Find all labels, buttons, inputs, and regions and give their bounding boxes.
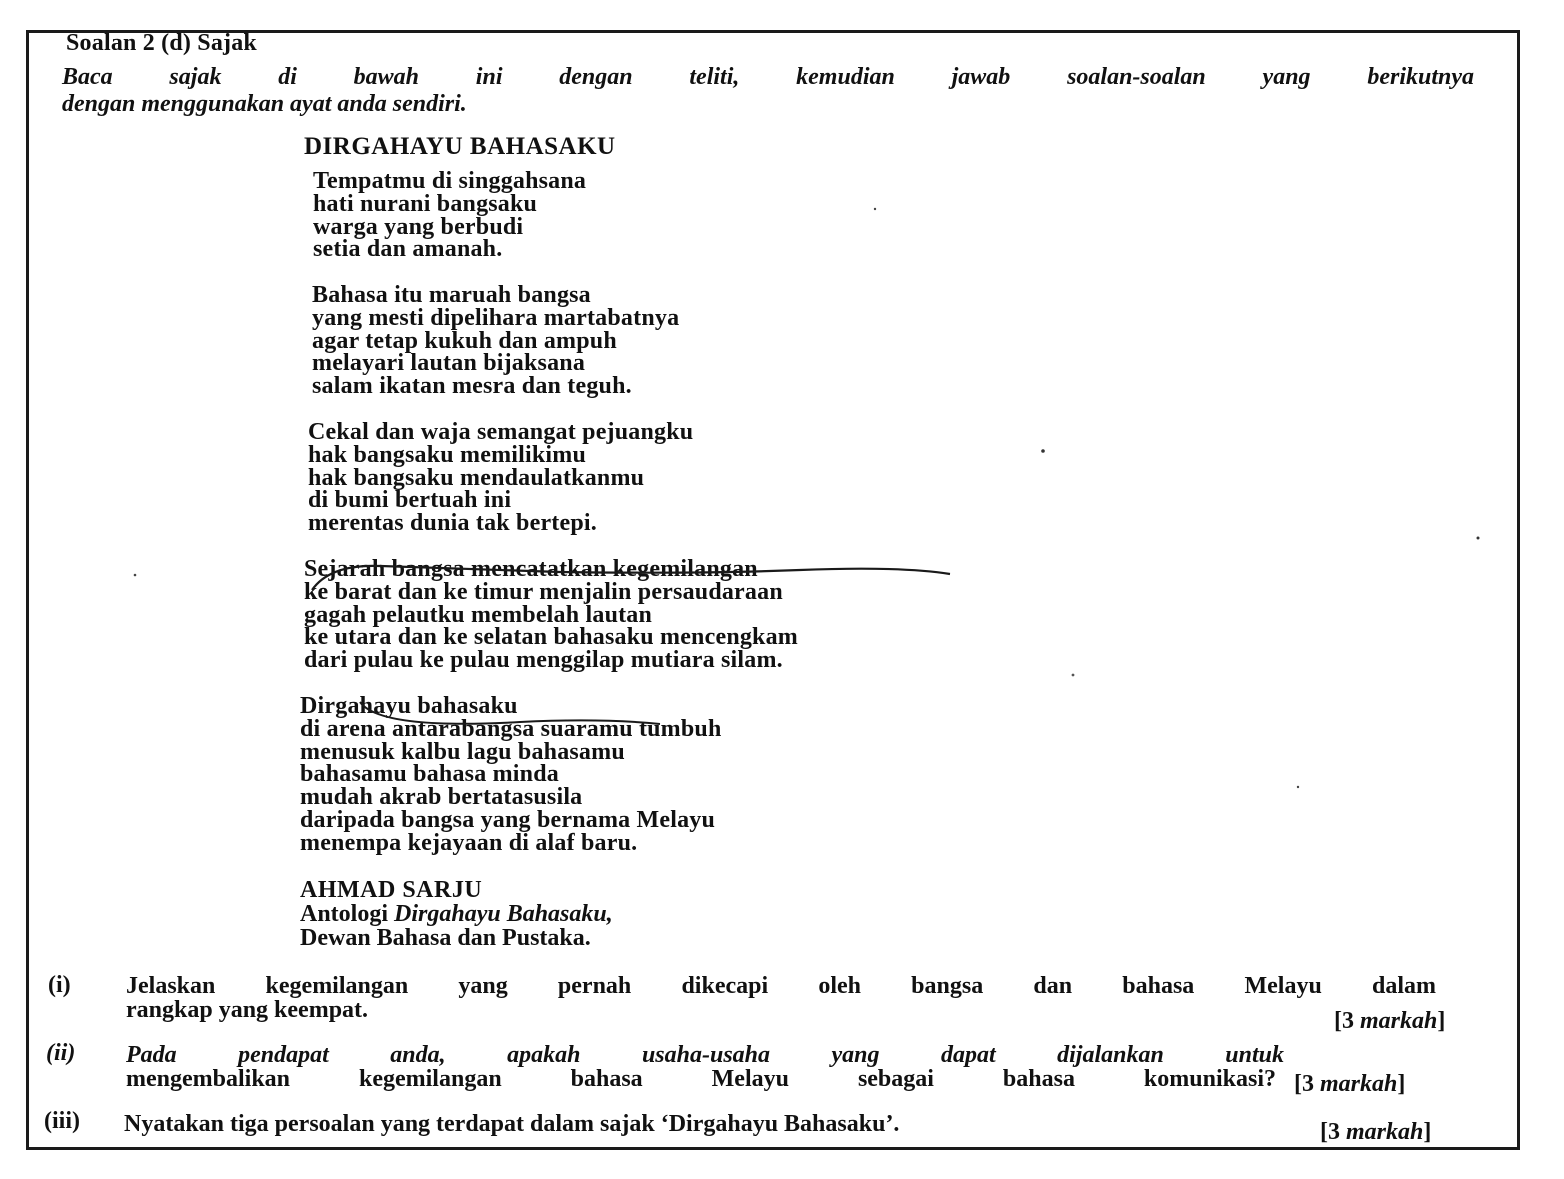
question-1-line-1: Jelaskan kegemilangan yang pernah dikecapi oleh bangsa dan bahasa Melayu dalam bbox=[126, 973, 1436, 999]
question-3-text bbox=[124, 1112, 899, 1136]
marks-open: [3 bbox=[1334, 1008, 1360, 1034]
poem-line: setia dan amanah. bbox=[313, 236, 503, 263]
poem-attribution bbox=[300, 878, 613, 950]
poem-line: yang mesti dipelihara martabatnya bbox=[312, 304, 680, 331]
source-title: Dirgahayu Bahasaku, bbox=[394, 901, 613, 927]
instruction-line-2: dengan menggunakan ayat anda sendiri. bbox=[62, 91, 467, 117]
poem-line: hak bangsaku memilikimu bbox=[308, 441, 587, 468]
poem-source bbox=[300, 902, 613, 926]
marks-word: markah bbox=[1360, 1008, 1438, 1034]
poem-line: di arena antarabangsa suaramu tumbuh bbox=[300, 715, 722, 742]
poem-line: Bahasa itu maruah bangsa bbox=[312, 282, 591, 308]
poem-line: dari pulau ke pulau menggilap mutiara silam. bbox=[304, 647, 783, 674]
marks-open: [3 bbox=[1294, 1071, 1320, 1097]
source-prefix: Antologi bbox=[300, 901, 395, 927]
poem-line: hak bangsaku mendaulatkanmu bbox=[308, 464, 645, 491]
poem-line: agar tetap kukuh dan ampuh bbox=[312, 327, 617, 354]
marks-close: ] bbox=[1437, 1008, 1446, 1034]
instruction-text bbox=[62, 64, 1482, 118]
poem-line: bahasamu bahasa minda bbox=[300, 761, 559, 788]
marks-close: ] bbox=[1423, 1119, 1432, 1145]
poem-title: DIRGAHAYU BAHASAKU bbox=[304, 133, 616, 160]
poem-line: menusuk kalbu lagu bahasamu bbox=[300, 738, 625, 765]
poem-publisher: Dewan Bahasa dan Pustaka. bbox=[300, 925, 591, 951]
poem-stanza-2 bbox=[312, 284, 679, 398]
question-1-text bbox=[126, 974, 1436, 1022]
section-heading: Soalan 2 (d) Sajak bbox=[66, 30, 257, 56]
marks-open: [3 bbox=[1320, 1119, 1346, 1145]
marks-word: markah bbox=[1346, 1119, 1424, 1145]
poem-line: Cekal dan waja semangat pejuangku bbox=[308, 419, 694, 445]
poem-line: salam ikatan mesra dan teguh. bbox=[312, 373, 632, 400]
poem-stanza-1 bbox=[313, 170, 586, 261]
poem-stanza-4 bbox=[304, 558, 798, 672]
poem-line: ke barat dan ke timur menjalin persaudaraan bbox=[304, 578, 783, 605]
question-3-marks bbox=[1320, 1119, 1431, 1146]
poem-line: Sejarah bangsa mencatatkan kegemilangan bbox=[304, 556, 758, 582]
poem-line: di bumi bertuah ini bbox=[308, 487, 512, 514]
poem-line: ke utara dan ke selatan bahasaku mencengkam bbox=[304, 624, 799, 651]
question-number: (i) bbox=[48, 972, 71, 998]
question-2-marks bbox=[1294, 1071, 1405, 1098]
marks-word: markah bbox=[1320, 1071, 1398, 1097]
poem-stanza-5 bbox=[300, 695, 722, 855]
poem-line: warga yang berbudi bbox=[313, 213, 524, 240]
poem-line: mudah akrab bertatasusila bbox=[300, 784, 583, 811]
poem-line: daripada bangsa yang bernama Melayu bbox=[300, 806, 716, 833]
poem-line: merentas dunia tak bertepi. bbox=[308, 510, 597, 537]
question-3-line-1: Nyatakan tiga persoalan yang terdapat dalam sajak ‘Dirgahayu Bahasaku’. bbox=[124, 1111, 900, 1137]
poem-stanza-3 bbox=[308, 421, 693, 535]
poem-line: hati nurani bangsaku bbox=[313, 190, 538, 217]
marks-close: ] bbox=[1397, 1071, 1406, 1097]
poem-author: AHMAD SARJU bbox=[300, 877, 483, 903]
question-number: (ii) bbox=[46, 1040, 76, 1066]
poem-line: menempa kejayaan di alaf baru. bbox=[300, 829, 638, 856]
question-number: (iii) bbox=[44, 1108, 80, 1134]
question-2-line-1: Pada pendapat anda, apakah usaha-usaha yang dapat dijalankan untuk bbox=[126, 1042, 1284, 1068]
poem-line: Tempatmu di singgahsana bbox=[313, 168, 587, 194]
poem-line: Dirgahayu bahasaku bbox=[300, 693, 518, 719]
question-2-line-2: mengembalikan kegemilangan bahasa Melayu sebagai bahasa komunikasi? bbox=[126, 1066, 1276, 1092]
poem-line: gagah pelautku membelah lautan bbox=[304, 601, 653, 628]
question-1-line-2: rangkap yang keempat. bbox=[126, 997, 369, 1023]
question-2-text bbox=[126, 1043, 1284, 1091]
poem-line: melayari lautan bijaksana bbox=[312, 350, 586, 377]
question-1-marks bbox=[1334, 1008, 1445, 1035]
instruction-line-1: Baca sajak di bawah ini dengan teliti, kemudian jawab soalan-soalan yang berikutnya bbox=[62, 64, 1474, 90]
